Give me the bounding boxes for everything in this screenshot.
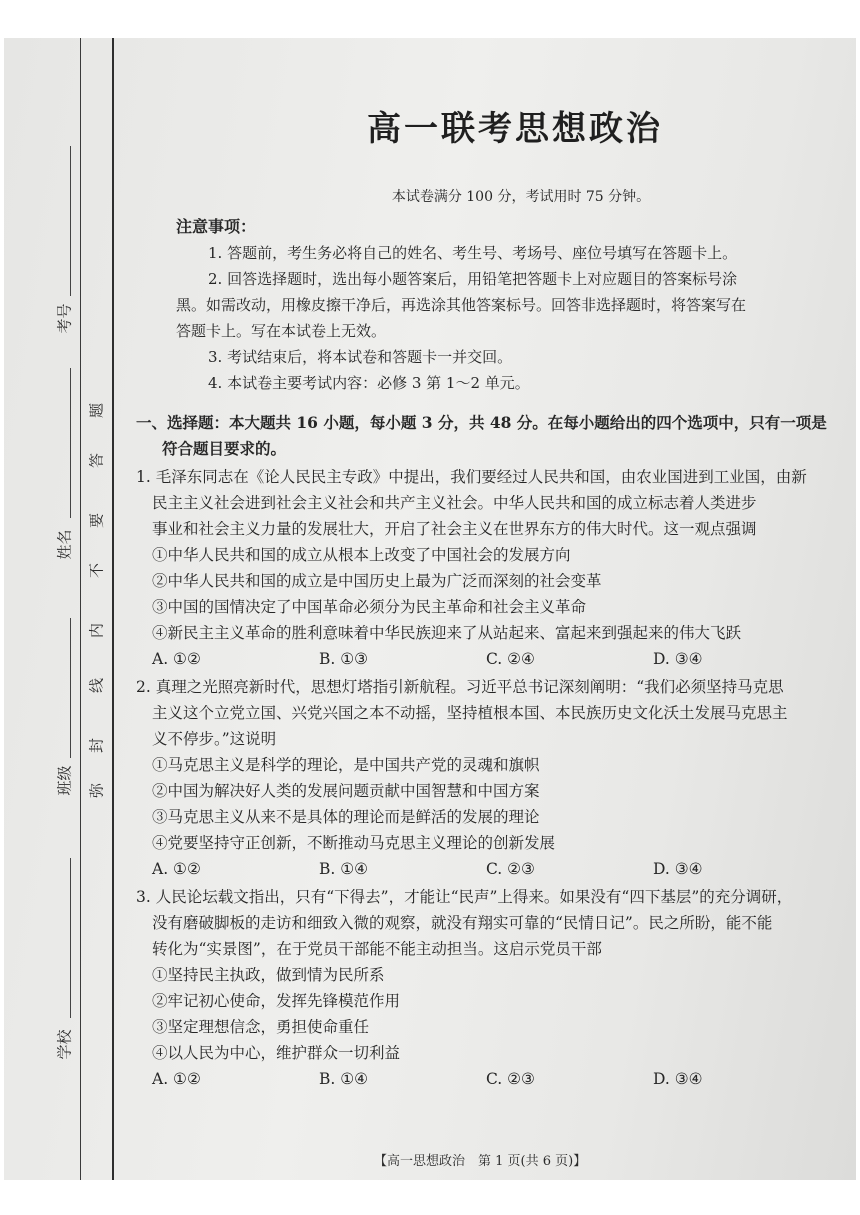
binding-line-inner [112, 38, 114, 1180]
choice-b: B. ①④ [319, 860, 369, 878]
choice-c: C. ②③ [486, 1070, 535, 1088]
question-stem: 事业和社会主义力量的发展壮大，开启了社会主义在世界东方的伟大时代。这一观点强调 [152, 520, 757, 538]
blank-banji [70, 618, 71, 758]
question-stem: 主义这个立党立国、兴党兴国之本不动摇，坚持植根本国、本民族历史文化沃土发展马克思主 [152, 704, 788, 722]
answer-choices [136, 646, 836, 672]
question-stem: 3. 人民论坛载文指出，只有“下得去”，才能让“民声”上得来。如果没有“四下基层”的充分调研， [136, 888, 793, 906]
exam-paper [4, 38, 856, 1180]
statement-option: ②中国为解决好人类的发展问题贡献中国智慧和中国方案 [152, 782, 540, 800]
choice-a: A. ①② [152, 1070, 201, 1088]
section-heading-line: 一、选择题：本大题共 16 小题，每小题 3 分，共 48 分。在每小题给出的四个选项中，只有一项是 [136, 413, 827, 432]
notice-item: 2. 回答选择题时，选出每小题答案后，用铅笔把答题卡上对应题目的答案标号涂 [208, 270, 738, 288]
notice-block [136, 214, 836, 396]
seal-char: 答 [87, 453, 106, 469]
seal-char: 内 [87, 623, 106, 639]
label-kaohao: 考号 [55, 303, 74, 334]
exam-content [136, 104, 836, 1092]
choice-d: D. ③④ [653, 650, 703, 668]
statement-option: ③坚定理想信念，勇担使命重任 [152, 1018, 370, 1036]
section-heading-line: 符合题目要求的。 [162, 439, 287, 458]
exam-title: 高一联考思想政治 [367, 109, 663, 149]
answer-choices [136, 1066, 836, 1092]
statement-option: ②牢记初心使命，发挥先锋模范作用 [152, 992, 401, 1010]
choice-a: A. ①② [152, 860, 201, 878]
seal-char: 不 [87, 563, 106, 579]
question-1 [136, 464, 836, 672]
label-xuexiao: 学校 [55, 1029, 74, 1060]
choice-d: D. ③④ [653, 860, 703, 878]
question-3 [136, 884, 836, 1092]
question-2 [136, 674, 836, 882]
seal-char: 线 [87, 678, 106, 694]
seal-char: 封 [87, 738, 106, 754]
statement-option: ①坚持民主执政，做到情为民所系 [152, 966, 385, 984]
statement-option: ③中国的国情决定了中国革命必须分为民主革命和社会主义革命 [152, 598, 587, 616]
choice-c: C. ②④ [486, 650, 535, 668]
notice-item: 答题卡上。写在本试卷上无效。 [176, 322, 387, 340]
statement-option: ④以人民为中心，维护群众一切利益 [152, 1044, 401, 1062]
statement-option: ④党要坚持守正创新，不断推动马克思主义理论的创新发展 [152, 834, 556, 852]
choice-b: B. ①③ [319, 650, 369, 668]
label-banji: 班级 [55, 765, 74, 796]
notice-item: 1. 答题前，考生务必将自己的姓名、考生号、考场号、座位号填写在答题卡上。 [208, 244, 738, 262]
page-footer: 【高一思想政治 第 1 页(共 6 页)】 [374, 1154, 587, 1169]
choice-c: C. ②③ [486, 860, 535, 878]
question-stem: 民主主义社会进到社会主义社会和共产主义社会。中华人民共和国的成立标志着人类进步 [152, 494, 757, 512]
binding-margin [44, 38, 84, 1180]
seal-char: 要 [87, 513, 106, 529]
statement-option: ③马克思主义从来不是具体的理论而是鲜活的发展的理论 [152, 808, 540, 826]
question-stem: 没有磨破脚板的走访和细致入微的观察，就没有翔实可靠的“民情日记”。民之所盼，能不能 [152, 914, 773, 932]
question-stem: 2. 真理之光照亮新时代，思想灯塔指引新航程。习近平总书记深刻阐明：“我们必须坚持马克思 [136, 678, 784, 696]
blank-xuexiao [70, 858, 71, 1018]
notice-heading: 注意事项： [176, 217, 257, 236]
notice-item: 黑。如需改动，用橡皮擦干净后，再选涂其他答案标号。回答非选择题时，将答案写在 [176, 296, 747, 314]
statement-option: ①中华人民共和国的成立从根本上改变了中国社会的发展方向 [152, 546, 571, 564]
statement-option: ④新民主主义革命的胜利意味着中华民族迎来了从站起来、富起来到强起来的伟大飞跃 [152, 624, 742, 642]
question-stem: 1. 毛泽东同志在《论人民民主专政》中提出，我们要经过人民共和国，由农业国进到工业国，由新 [136, 468, 807, 486]
choice-d: D. ③④ [653, 1070, 703, 1088]
exam-info: 本试卷满分 100 分，考试用时 75 分钟。 [391, 189, 651, 205]
blank-xingming [70, 368, 71, 518]
seal-line-text [82, 38, 110, 1180]
label-xingming: 姓名 [55, 529, 74, 560]
choice-b: B. ①④ [319, 1070, 369, 1088]
section-heading [136, 410, 836, 462]
notice-item: 3. 考试结束后，将本试卷和答题卡一并交回。 [208, 348, 513, 366]
statement-option: ②中华人民共和国的成立是中国历史上最为广泛而深刻的社会变革 [152, 572, 602, 590]
seal-char: 弥 [87, 783, 106, 799]
notice-item: 4. 本试卷主要考试内容：必修 3 第 1～2 单元。 [208, 374, 530, 392]
statement-option: ①马克思主义是科学的理论，是中国共产党的灵魂和旗帜 [152, 756, 540, 774]
choice-a: A. ①② [152, 650, 201, 668]
question-stem: 转化为“实景图”，在于党员干部能不能主动担当。这启示党员干部 [152, 940, 602, 958]
answer-choices [136, 856, 836, 882]
blank-kaohao [70, 146, 71, 296]
question-stem: 义不停步。”这说明 [152, 730, 277, 748]
seal-char: 题 [87, 403, 106, 419]
